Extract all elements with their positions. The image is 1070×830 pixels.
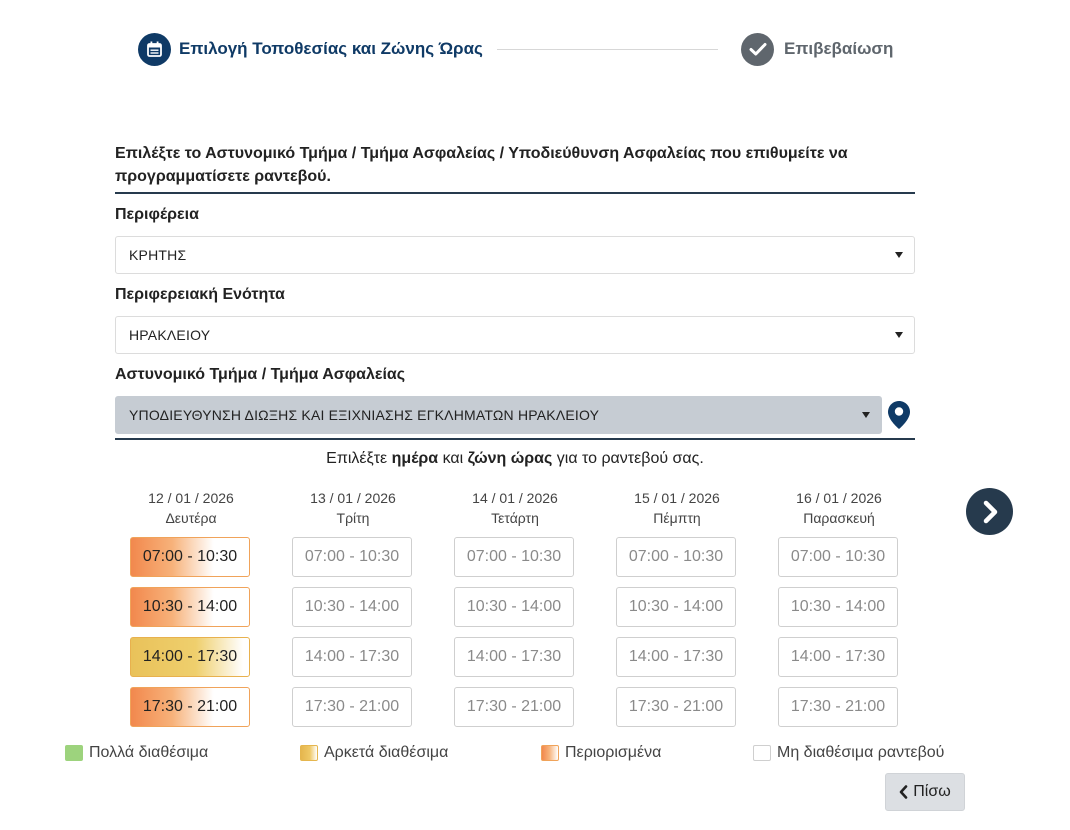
time-slot-button[interactable]: 14:00 - 17:30	[292, 637, 412, 677]
chevron-right-icon	[980, 500, 1000, 524]
caret-down-icon	[895, 252, 903, 258]
legend-swatch-yellow	[300, 745, 318, 761]
day-name: Τρίτη	[336, 510, 370, 526]
time-slot-button[interactable]: 07:00 - 10:30	[454, 537, 574, 577]
police-station-select[interactable]	[115, 396, 882, 434]
time-slot-button[interactable]: 17:30 - 21:00	[616, 687, 736, 727]
step-connector	[497, 49, 718, 50]
legend-swatch-orange	[541, 745, 559, 761]
next-week-button[interactable]	[966, 488, 1013, 535]
check-circle-icon	[741, 33, 774, 66]
legend-label-unavailable: Μη διαθέσιμα ραντεβού	[777, 744, 945, 761]
caret-down-icon	[862, 412, 870, 418]
availability-legend	[0, 744, 1070, 766]
time-slot-button[interactable]: 14:00 - 17:30	[616, 637, 736, 677]
police-station-value: ΥΠΟΔΙΕΥΘΥΝΣΗ ΔΙΩΞΗΣ ΚΑΙ ΕΞΙΧΝΙΑΣΗΣ ΕΓΚΛΗΜΑΤΩΝ ΗΡΑΚΛΕΙΟΥ	[129, 407, 600, 423]
legend-swatch-green	[65, 745, 83, 761]
time-slot-button[interactable]: 10:30 - 14:00	[778, 587, 898, 627]
calendar-icon	[138, 33, 171, 66]
legend-label-several: Αρκετά διαθέσιμα	[324, 744, 449, 761]
step-1-label: Επιλογή Τοποθεσίας και Ζώνης Ώρας	[179, 39, 483, 58]
step-location-timezone	[138, 32, 483, 66]
legend-item-many	[65, 744, 208, 762]
regional-unit-select[interactable]	[115, 316, 915, 354]
day-name: Πέμπτη	[653, 510, 701, 526]
regional-unit-label: Περιφερειακή Ενότητα	[115, 286, 285, 303]
time-slot-button[interactable]: 17:30 - 21:00	[454, 687, 574, 727]
day-date: 15 / 01 / 2026	[634, 490, 720, 506]
day-date: 12 / 01 / 2026	[148, 490, 234, 506]
time-slot-button[interactable]: 07:00 - 10:30	[130, 537, 250, 577]
regional-unit-value: ΗΡΑΚΛΕΙΟΥ	[129, 327, 211, 343]
day-column	[454, 488, 576, 727]
legend-swatch-empty	[753, 745, 771, 761]
day-column	[292, 488, 414, 727]
days-grid	[130, 488, 910, 728]
map-pin-icon[interactable]	[886, 398, 912, 432]
instruction-slot-emphasis: ζώνη ώρας	[467, 450, 553, 467]
slot-instruction	[115, 450, 915, 468]
step-confirmation	[741, 32, 893, 66]
day-date: 14 / 01 / 2026	[472, 490, 558, 506]
region-select[interactable]	[115, 236, 915, 274]
day-column	[778, 488, 900, 727]
form-intro-text: Επιλέξτε το Αστυνομικό Τμήμα / Τμήμα Ασφαλείας / Υποδιεύθυνση Ασφαλείας που επιθυμείτε να προγραμματίσετε ραντεβού.	[115, 142, 915, 194]
time-slot-button[interactable]: 17:30 - 21:00	[778, 687, 898, 727]
time-slot-button[interactable]: 17:30 - 21:00	[130, 687, 250, 727]
day-name: Δευτέρα	[165, 510, 217, 526]
time-slot-button[interactable]: 07:00 - 10:30	[778, 537, 898, 577]
time-slot-button[interactable]: 10:30 - 14:00	[130, 587, 250, 627]
step-2-label: Επιβεβαίωση	[784, 39, 894, 58]
back-button[interactable]	[885, 773, 965, 811]
police-station-label: Αστυνομικό Τμήμα / Τμήμα Ασφαλείας	[115, 366, 406, 383]
legend-item-unavailable	[753, 744, 944, 762]
day-date: 13 / 01 / 2026	[310, 490, 396, 506]
day-name: Τετάρτη	[491, 510, 539, 526]
back-button-label: Πίσω	[913, 783, 951, 800]
time-slot-button[interactable]: 10:30 - 14:00	[292, 587, 412, 627]
day-name: Παρασκευή	[803, 510, 875, 526]
time-slot-button[interactable]: 10:30 - 14:00	[454, 587, 574, 627]
time-slot-button[interactable]: 07:00 - 10:30	[292, 537, 412, 577]
time-slot-button[interactable]: 10:30 - 14:00	[616, 587, 736, 627]
instruction-text-3: για το ραντεβού σας.	[552, 450, 704, 467]
police-station-row	[115, 396, 915, 440]
instruction-text-1: Επιλέξτε	[326, 450, 392, 467]
day-column	[130, 488, 252, 727]
legend-item-limited	[541, 744, 661, 762]
time-slot-button[interactable]: 14:00 - 17:30	[130, 637, 250, 677]
progress-stepper	[138, 32, 898, 66]
legend-label-limited: Περιορισμένα	[565, 744, 662, 761]
time-slot-button[interactable]: 17:30 - 21:00	[292, 687, 412, 727]
region-label: Περιφέρεια	[115, 206, 199, 223]
instruction-day-emphasis: ημέρα	[391, 450, 439, 467]
chevron-left-icon	[899, 785, 908, 799]
day-column	[616, 488, 738, 727]
region-value: ΚΡΗΤΗΣ	[129, 247, 187, 263]
time-slot-button[interactable]: 07:00 - 10:30	[616, 537, 736, 577]
location-form	[115, 142, 915, 440]
legend-label-many: Πολλά διαθέσιμα	[89, 744, 209, 761]
instruction-text-2: και	[438, 450, 468, 467]
legend-item-several	[300, 744, 448, 762]
time-slot-button[interactable]: 14:00 - 17:30	[778, 637, 898, 677]
time-slot-button[interactable]: 14:00 - 17:30	[454, 637, 574, 677]
day-date: 16 / 01 / 2026	[796, 490, 882, 506]
caret-down-icon	[895, 332, 903, 338]
